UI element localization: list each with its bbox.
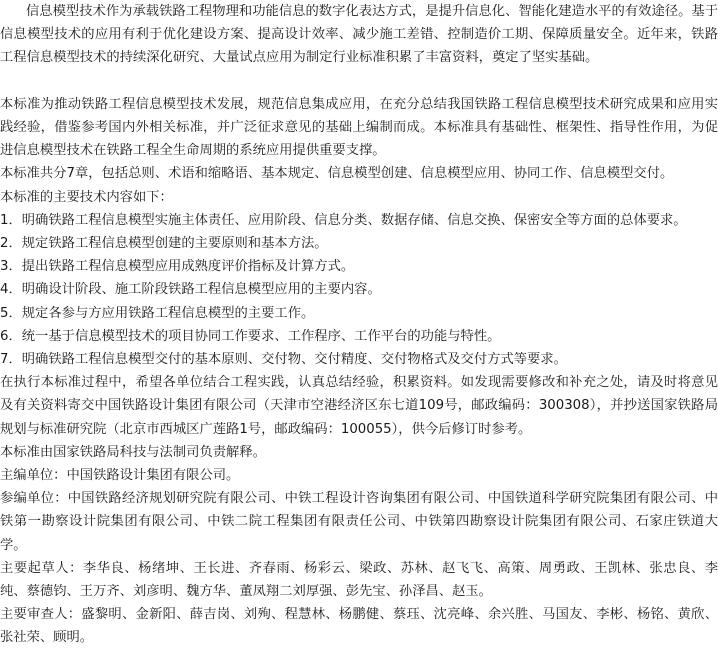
contents-item-1: 1．明确铁路工程信息模型实施主体责任、应用阶段、信息分类、数据存储、信息交换、保密安全等方面的总体要求。 (0, 212, 687, 228)
intro-paragraph-1: 信息模型技术作为承载铁路工程物理和功能信息的数字化表达方式，是提升信息化、智能化建造水平的有效途径。基于信息模型技术的应用有利于优化建设方案、提高设计效率、减少施工差错、控制造价工期、保障质量安全。近年来，铁路工程信息模型技术的持续深化研究、大量试点应用为制定行业标准积累了丰富资料，奠定了坚实基础。 (0, 4, 718, 66)
chapters-paragraph: 本标准共分7章，包括总则、术语和缩略语、基本规定、信息模型创建、信息模型应用、协同工作、信息模型交付。 (0, 166, 674, 182)
contents-item-3: 3．提出铁路工程信息模型应用成熟度评价指标及计算方式。 (0, 259, 355, 275)
contents-item-6: 6．统一基于信息模型技术的项目协同工作要求、工作程序、工作平台的功能与特性。 (0, 328, 501, 344)
main-drafters: 主要起草人：李华良、杨绪坤、王长进、齐春雨、杨彩云、梁政、苏林、赵飞飞、高策、周勇政、王凯林、张忠良、李纯、蔡德钧、王万齐、刘彦明、魏方华、董凤翔二刘厚强、彭先宝、孙泽昌、赵玉。 (0, 560, 718, 600)
contents-item-2: 2．规定铁路工程信息模型创建的主要原则和基本方法。 (0, 236, 328, 252)
contents-item-4: 4．明确设计阶段、施工阶段铁路工程信息模型应用的主要内容。 (0, 282, 381, 298)
contents-heading: 本标准的主要技术内容如下： (0, 189, 173, 205)
interpretation-paragraph: 本标准由国家铁路局科技与法制司负责解释。 (0, 444, 266, 460)
contents-item-7: 7．明确铁路工程信息模型交付的基本原则、交付物、交付精度、交付物格式及交付方式等要求。 (0, 352, 567, 368)
participating-units: 参编单位：中国铁路经济规划研究院有限公司、中铁工程设计咨询集团有限公司、中国铁道科学研究院集团有限公司、中铁第一勘察设计院集团有限公司、中铁二院工程集团有限责任公司、中铁第四勘察设计院集团有限公司、石家庄铁道大学。 (0, 491, 718, 553)
chief-editor-unit: 主编单位：中国铁路设计集团有限公司。 (0, 468, 240, 484)
intro-paragraph-2: 本标准为推动铁路工程信息模型技术发展，规范信息集成应用，在充分总结我国铁路工程信息模型技术研究成果和应用实践经验，借鉴参考国内外相关标准，并广泛征求意见的基础上编制而成。本标准具有基础性、框架性、指导性作用，为促进信息模型技术在铁路工程全生命周期的系统应用提供重要支撑。 (0, 96, 718, 159)
main-reviewers: 主要审查人：盛黎明、金新阳、薛吉岗、刘殉、程慧林、杨鹏健、蔡珏、沈亮峰、余兴胜、马国友、李彬、杨铭、黄欣、张社荣、顾明。 (0, 607, 718, 646)
paragraph-gap (0, 70, 718, 93)
contents-item-5: 5．规定各参与方应用铁路工程信息模型的主要工作。 (0, 305, 315, 321)
feedback-paragraph: 在执行本标准过程中，希望各单位结合工程实践，认真总结经验，积累资料。如发现需要修改和补充之处，请及时将意见及有关资料寄交中国铁路设计集团有限公司（天津市空港经济区东七道109号，邮政编码：300308），并抄送国家铁路局规划与标准研究院（北京市西城区广莲路1号，邮政编码：100055），供今后修订时参考。 (0, 375, 718, 437)
